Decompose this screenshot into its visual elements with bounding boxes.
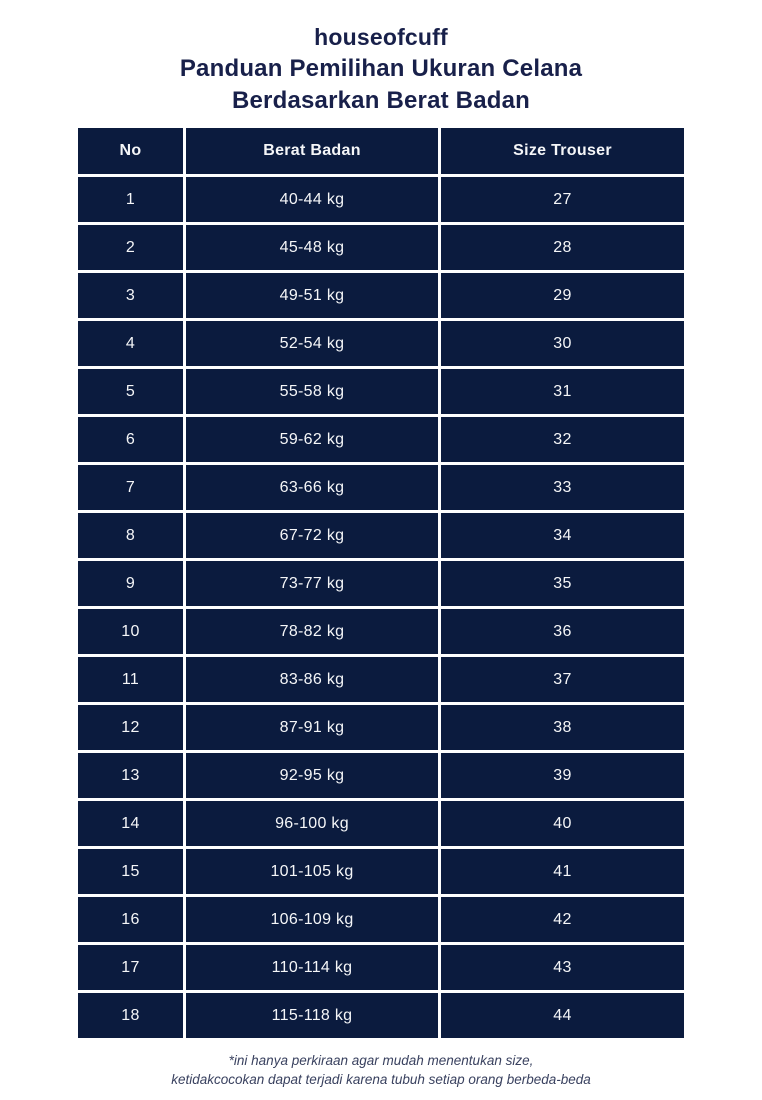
footnote: [0, 1051, 762, 1089]
cell-no: 16: [78, 897, 183, 942]
cell-weight: 92-95 kg: [186, 753, 438, 798]
cell-weight: 110-114 kg: [186, 945, 438, 990]
cell-weight: 106-109 kg: [186, 897, 438, 942]
cell-no: 11: [78, 657, 183, 702]
table-row: [78, 897, 684, 942]
size-table: [78, 128, 684, 1038]
cell-weight: 59-62 kg: [186, 417, 438, 462]
table-row: [78, 465, 684, 510]
cell-no: 13: [78, 753, 183, 798]
cell-size: 34: [441, 513, 684, 558]
cell-weight: 63-66 kg: [186, 465, 438, 510]
table-row: [78, 753, 684, 798]
cell-no: 17: [78, 945, 183, 990]
table-row: [78, 417, 684, 462]
cell-no: 6: [78, 417, 183, 462]
footnote-line1: *ini hanya perkiraan agar mudah menentukan size,: [228, 1053, 534, 1068]
cell-size: 28: [441, 225, 684, 270]
cell-size: 43: [441, 945, 684, 990]
table-row: [78, 177, 684, 222]
cell-size: 35: [441, 561, 684, 606]
table-body: [78, 177, 684, 1038]
cell-size: 29: [441, 273, 684, 318]
cell-size: 41: [441, 849, 684, 894]
cell-weight: 45-48 kg: [186, 225, 438, 270]
cell-size: 32: [441, 417, 684, 462]
cell-size: 44: [441, 993, 684, 1038]
cell-weight: 52-54 kg: [186, 321, 438, 366]
table-row: [78, 609, 684, 654]
cell-no: 8: [78, 513, 183, 558]
brand-name: houseofcuff: [314, 24, 448, 50]
table-row: [78, 849, 684, 894]
title-block: [0, 0, 762, 117]
cell-weight: 55-58 kg: [186, 369, 438, 414]
cell-size: 31: [441, 369, 684, 414]
cell-no: 2: [78, 225, 183, 270]
cell-no: 1: [78, 177, 183, 222]
cell-size: 33: [441, 465, 684, 510]
cell-no: 10: [78, 609, 183, 654]
table-row: [78, 801, 684, 846]
cell-weight: 83-86 kg: [186, 657, 438, 702]
table-row: [78, 993, 684, 1038]
cell-size: 37: [441, 657, 684, 702]
cell-no: 18: [78, 993, 183, 1038]
cell-no: 5: [78, 369, 183, 414]
page-title-line2: Berdasarkan Berat Badan: [231, 87, 531, 114]
cell-weight: 78-82 kg: [186, 609, 438, 654]
table-row: [78, 945, 684, 990]
cell-weight: 96-100 kg: [186, 801, 438, 846]
table-row: [78, 513, 684, 558]
table-row: [78, 657, 684, 702]
table-row: [78, 225, 684, 270]
cell-no: 9: [78, 561, 183, 606]
page-title-line1: Panduan Pemilihan Ukuran Celana: [179, 55, 583, 82]
table-row: [78, 273, 684, 318]
table-row: [78, 561, 684, 606]
cell-weight: 101-105 kg: [186, 849, 438, 894]
cell-weight: 115-118 kg: [186, 993, 438, 1038]
cell-size: 38: [441, 705, 684, 750]
cell-weight: 40-44 kg: [186, 177, 438, 222]
cell-size: 30: [441, 321, 684, 366]
column-header-berat-badan: Berat Badan: [186, 128, 438, 174]
table-header-row: [78, 128, 684, 174]
column-header-size-trouser: Size Trouser: [441, 128, 684, 174]
cell-size: 27: [441, 177, 684, 222]
cell-size: 36: [441, 609, 684, 654]
cell-no: 14: [78, 801, 183, 846]
cell-size: 40: [441, 801, 684, 846]
cell-no: 12: [78, 705, 183, 750]
table-row: [78, 705, 684, 750]
cell-weight: 67-72 kg: [186, 513, 438, 558]
cell-weight: 73-77 kg: [186, 561, 438, 606]
cell-no: 15: [78, 849, 183, 894]
cell-no: 4: [78, 321, 183, 366]
column-header-no: No: [78, 128, 183, 174]
cell-no: 7: [78, 465, 183, 510]
table-row: [78, 369, 684, 414]
table-row: [78, 321, 684, 366]
footnote-line2: ketidakcocokan dapat terjadi karena tubuh setiap orang berbeda-beda: [171, 1072, 591, 1087]
cell-size: 42: [441, 897, 684, 942]
cell-weight: 87-91 kg: [186, 705, 438, 750]
cell-size: 39: [441, 753, 684, 798]
cell-weight: 49-51 kg: [186, 273, 438, 318]
cell-no: 3: [78, 273, 183, 318]
